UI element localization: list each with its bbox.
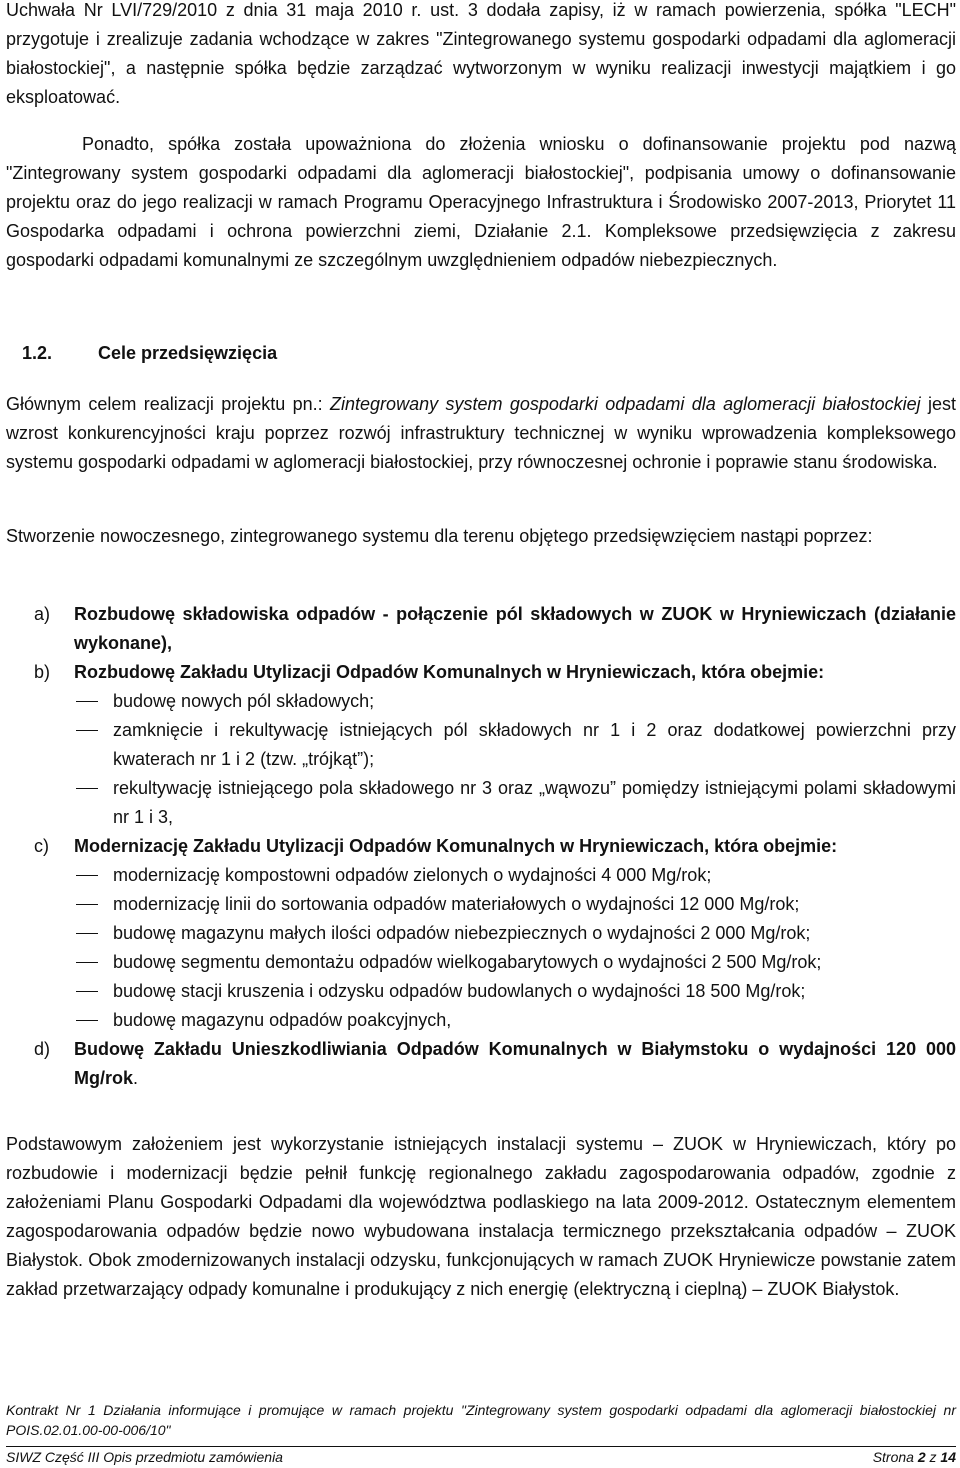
sub-item-text: rekultywację istniejącego pola składowego nr 3 oraz „wąwozu” pomiędzy istniejącymi polami składowymi nr 1 i 3,: [113, 778, 956, 827]
sub-item: [6, 977, 956, 1006]
footer-bar: [6, 1446, 956, 1467]
dash-bullet: [76, 904, 98, 905]
sub-item: [6, 890, 956, 919]
page-number: 2: [917, 1449, 926, 1465]
goal-rest: jest wzrost konkurencyjności kraju poprzez rozwój infrastruktury technicznej w wyniku wprowadzenia kompleksowego systemu gospodarki odpadami w aglomeracji białostockiej, przy równoczesnej ochronie i poprawie stanu środowiska.: [6, 394, 957, 472]
scope-list: [6, 600, 956, 1093]
dash-bullet: [76, 875, 98, 876]
sub-item-text: budowę nowych pól składowych;: [113, 691, 375, 711]
sub-item-text: budowę stacji kruszenia i odzysku odpadów budowlanych o wydajności 18 500 Mg/rok;: [113, 981, 806, 1001]
sub-item: [6, 716, 956, 774]
section-number: 1.2.: [22, 343, 53, 363]
list-item-text: Budowę Zakładu Unieszkodliwiania Odpadów Komunalnych w Białymstoku o wydajności 120 000 Mg/rok: [74, 1039, 956, 1088]
paragraph-intro: Uchwała Nr LVI/729/2010 z dnia 31 maja 2010 r. ust. 3 dodała zapisy, iż w ramach powierzenia, spółka "LECH" przygotuje i zrealizuje zadania wchodzące w zakres "Zintegrowanego systemu gospodarki odpadami dla aglomeracji białostockiej", a następnie spółka będzie zarządzać wytworzonym w wyniku realizacji inwestycji majątkiem i go eksploatować.: [6, 0, 956, 107]
list-item-text: Rozbudowę Zakładu Utylizacji Odpadów Komunalnych w Hryniewiczach, która obejmie:: [74, 662, 825, 682]
dash-bullet: [76, 1020, 98, 1021]
sub-item-text: budowę magazynu małych ilości odpadów niebezpiecznych o wydajności 2 000 Mg/rok;: [113, 923, 811, 943]
list-marker: c): [34, 836, 49, 856]
list-item-b: [6, 658, 956, 687]
paragraph-authorization: Ponadto, spółka została upoważniona do złożenia wniosku o dofinansowanie projektu pod nazwą "Zintegrowany system gospodarki odpadami dla aglomeracji białostockiej", podpisania umowy o dofinansowanie projektu oraz do jego realizacji w ramach Programu Operacyjnego Infrastruktura i Środowisko 2007-2013, Priorytet 11 Gospodarka odpadami i ochrona powierzchni ziemi, Działanie 2.1. Kompleksowe przedsięwzięcia z zakresu gospodarki odpadami komunalnymi ze szczególnym uwzględnieniem odpadów niebezpiecznych.: [6, 134, 956, 270]
project-name: Zintegrowany system gospodarki odpadami dla aglomeracji białostockiej: [330, 394, 921, 414]
list-item-c: [6, 832, 956, 861]
sub-item: [6, 919, 956, 948]
list-marker: d): [34, 1039, 51, 1059]
dash-bullet: [76, 962, 98, 963]
section-title: Cele przedsięwzięcia: [98, 343, 278, 363]
sub-item-text: budowę segmentu demontażu odpadów wielkogabarytowych o wydajności 2 500 Mg/rok;: [113, 952, 822, 972]
goal-lead: Głównym celem realizacji projektu pn.:: [6, 394, 331, 414]
sub-item-text: zamknięcie i rekultywację istniejących pól składowych nr 1 i 2 oraz dodatkowej powierzchni przy kwaterach nr 1 i 2 (tzw. „trójkąt”);: [113, 720, 956, 769]
page-prefix: Strona: [872, 1449, 918, 1465]
section-heading: [22, 339, 277, 368]
list-item-tail: .: [133, 1068, 139, 1088]
paragraph-system: Stworzenie nowoczesnego, zintegrowanego systemu dla terenu objętego przedsięwzięciem nastąpi poprzez:: [6, 526, 873, 546]
paragraph-goal: [6, 390, 956, 477]
sub-item-text: modernizację linii do sortowania odpadów materiałowych o wydajności 12 000 Mg/rok;: [113, 894, 800, 914]
page-separator: z: [925, 1449, 941, 1465]
list-marker: b): [34, 662, 51, 682]
dash-bullet: [76, 788, 98, 789]
page-indicator: [873, 1447, 956, 1467]
footer-document: SIWZ Część III Opis przedmiotu zamówienia: [6, 1449, 283, 1465]
sub-item: [6, 687, 956, 716]
list-item-text: Rozbudowę składowiska odpadów - połączenie pól składowych w ZUOK w Hryniewiczach (działanie wykonane),: [74, 604, 956, 653]
list-item-a: [6, 600, 956, 658]
sub-item-text: budowę magazynu odpadów poakcyjnych,: [113, 1010, 452, 1030]
dash-bullet: [76, 701, 98, 702]
paragraph-basis: Podstawowym założeniem jest wykorzystanie istniejących instalacji systemu – ZUOK w Hryniewiczach, który po rozbudowie i modernizacji będzie pełnił funkcję regionalnego zakładu zagospodarowania odpadów, zgodnie z założeniami Planu Gospodarki Odpadami dla województwa podlaskiego na lata 2009-2012. Ostatecznym elementem zagospodarowania odpadów będzie nowo wybudowana instalacja termicznego przekształcania odpadów – ZUOK Białystok. Obok zmodernizowanych instalacji odzysku, funkcjonujących w ramach ZUOK Hryniewicze powstanie zatem zakład przetwarzający odpady komunalne i produkujący z nich energię (elektryczną i cieplną) – ZUOK Białystok.: [6, 1134, 956, 1299]
footer-contract: Kontrakt Nr 1 Działania informujące i promujące w ramach projektu "Zintegrowany system gospodarki odpadami dla aglomeracji białostockiej nr POIS.02.01.00-00-006/10": [6, 1402, 956, 1438]
page-total: 14: [940, 1449, 956, 1465]
sub-item-text: modernizację kompostowni odpadów zielonych o wydajności 4 000 Mg/rok;: [113, 865, 712, 885]
dash-bullet: [76, 730, 98, 731]
sub-item: [6, 861, 956, 890]
list-item-text: Modernizację Zakładu Utylizacji Odpadów Komunalnych w Hryniewiczach, która obejmie:: [74, 836, 838, 856]
sub-item: [6, 948, 956, 977]
sub-item: [6, 1006, 956, 1035]
list-marker: a): [34, 604, 51, 624]
list-item-d: [6, 1035, 956, 1093]
dash-bullet: [76, 933, 98, 934]
sub-item: [6, 774, 956, 832]
dash-bullet: [76, 991, 98, 992]
